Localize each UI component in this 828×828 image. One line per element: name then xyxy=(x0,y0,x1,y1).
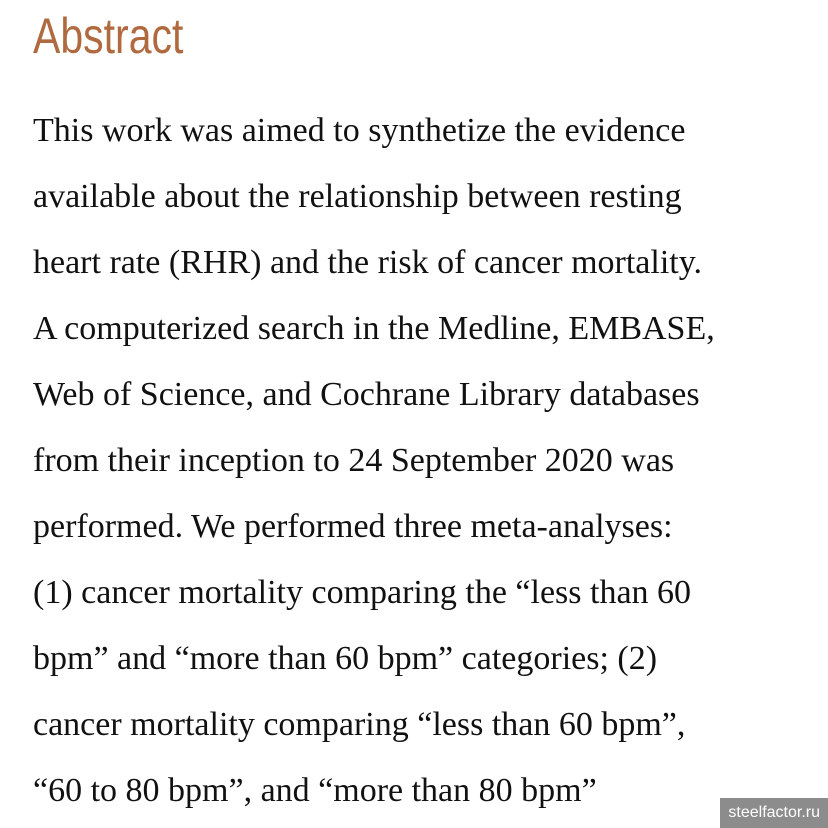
abstract-heading: Abstract xyxy=(33,8,184,64)
abstract-line: bpm” and “more than 60 bpm” categories; (2) xyxy=(33,640,658,677)
watermark-badge: steelfactor.ru xyxy=(720,798,828,828)
abstract-line: Web of Science, and Cochrane Library databases xyxy=(33,376,700,413)
abstract-line: (1) cancer mortality comparing the “less than 60 xyxy=(33,574,692,611)
abstract-line: available about the relationship between resting xyxy=(33,178,682,215)
abstract-line: “60 to 80 bpm”, and “more than 80 bpm” xyxy=(33,772,597,809)
abstract-line: heart rate (RHR) and the risk of cancer mortality. xyxy=(33,244,703,281)
abstract-line: cancer mortality comparing “less than 60 bpm”, xyxy=(33,706,686,743)
abstract-line: A computerized search in the Medline, EMBASE, xyxy=(33,310,715,347)
abstract-line: from their inception to 24 September 2020 was xyxy=(33,442,675,479)
abstract-body xyxy=(33,98,823,824)
abstract-line: This work was aimed to synthetize the evidence xyxy=(33,112,686,149)
abstract-line: performed. We performed three meta-analyses: xyxy=(33,508,673,545)
